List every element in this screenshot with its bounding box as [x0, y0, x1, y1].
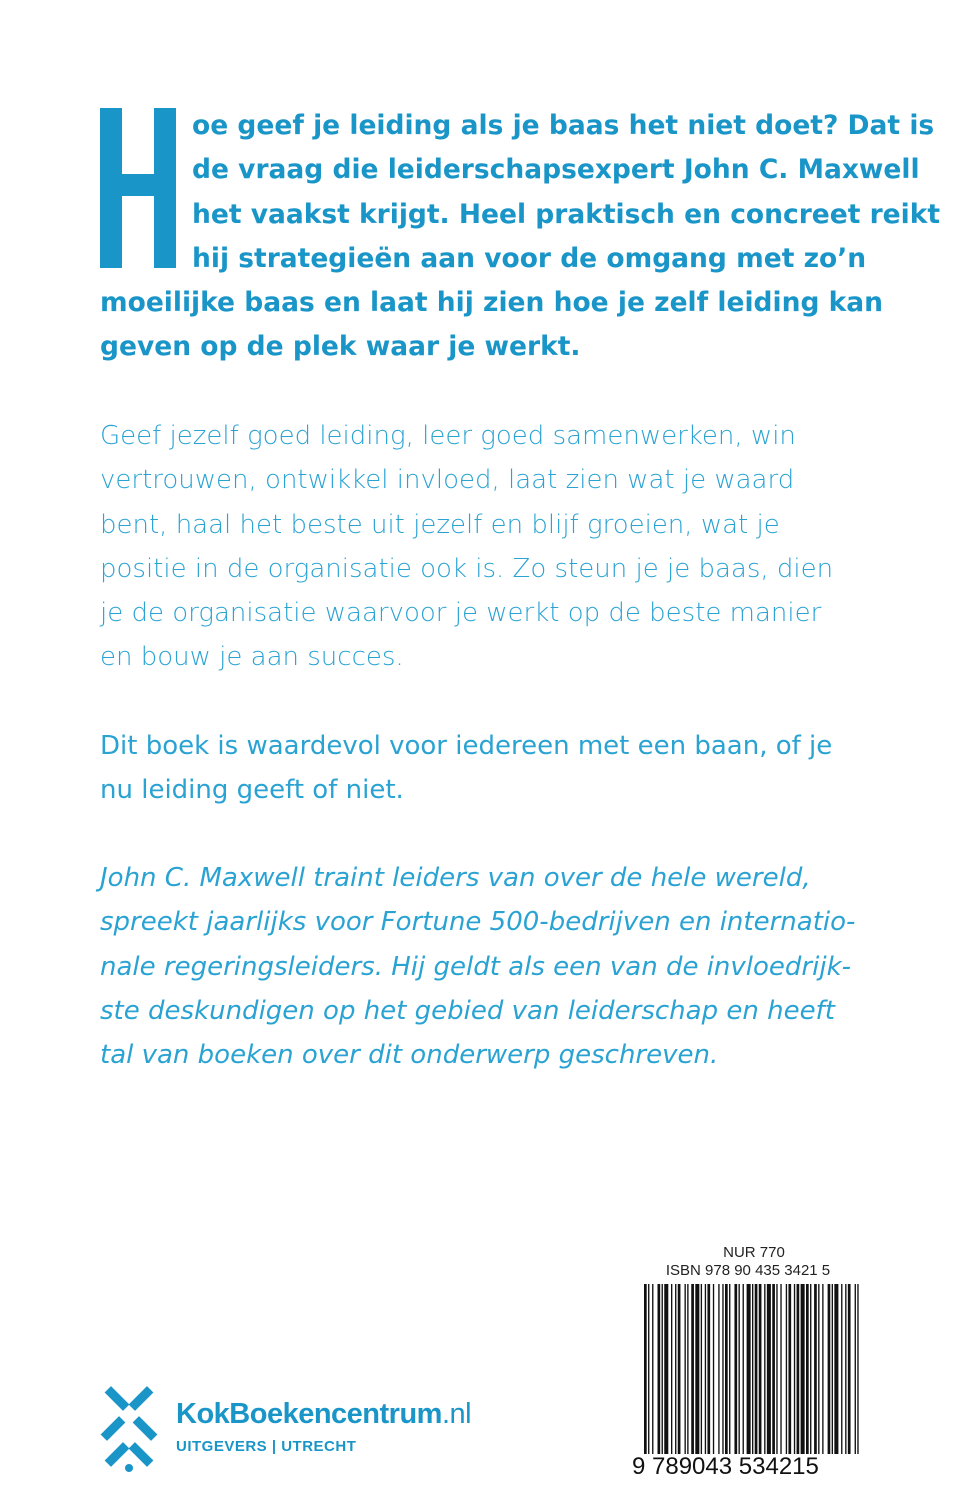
barcode-block: [632, 1244, 864, 1480]
bio-line: John C. Maxwell traint leiders van over de hele wereld,: [100, 863, 811, 893]
barcode-image: [632, 1284, 864, 1454]
intro-paragraph: [100, 104, 941, 370]
publisher-logo-icon: [98, 1386, 160, 1476]
body-line: positie in de organisatie ook is. Zo steun je je baas, dien: [100, 553, 834, 584]
publisher-name-tld: .nl: [441, 1398, 472, 1430]
bio-line: ste deskundigen op het gebied van leiderschap en heeft: [100, 995, 835, 1026]
body-line: Dit boek is waardevol voor iedereen met een baan, of je: [100, 731, 833, 761]
body-line: bent, haal het beste uit jezelf en blijf groeien, wat je: [100, 509, 780, 540]
intro-line: moeilijke baas en laat hij zien hoe je zelf leiding kan: [100, 287, 884, 319]
body-paragraph: [100, 414, 920, 680]
publisher-name-main: KokBoekencentrum: [176, 1398, 442, 1430]
body-paragraph: [100, 724, 920, 813]
bio-line: nale regeringsleiders. Hij geldt als een van de invloedrijk-: [100, 951, 852, 982]
intro-line: oe geef je leiding als je baas het niet doet? Dat is: [192, 110, 935, 141]
body-line: en bouw je aan succes.: [100, 642, 404, 673]
isbn-number: ISBN 978 90 435 3421 5: [665, 1262, 831, 1279]
intro-line: hij strategieën aan voor de omgang met zo’n: [192, 242, 867, 274]
body-line: Geef jezelf goed leiding, leer goed samenwerken, win: [100, 421, 796, 451]
body-line: nu leiding geeft of niet.: [100, 775, 404, 806]
bio-line: tal van boeken over dit onderwerp geschreven.: [100, 1040, 719, 1071]
publisher-name: [176, 1398, 471, 1431]
body-line: je de organisatie waarvoor je werkt op de beste manier: [100, 598, 822, 629]
bio-line: spreekt jaarlijks voor Fortune 500-bedrijven en internatio-: [100, 907, 856, 938]
nur-code: NUR 770: [723, 1244, 785, 1261]
intro-line: de vraag die leiderschapsexpert John C. Maxwell: [192, 154, 920, 186]
author-bio: [100, 856, 920, 1077]
publisher-logo: [98, 1386, 472, 1480]
intro-line: het vaakst krijgt. Heel praktisch en concreet reikt: [192, 198, 941, 230]
barcode-digits: 9 789043 534215: [632, 1453, 819, 1480]
intro-line: geven op de plek waar je werkt.: [100, 331, 581, 363]
publisher-subtitle: UITGEVERS | UTRECHT: [176, 1438, 357, 1455]
body-line: vertrouwen, ontwikkel invloed, laat zien wat je waard: [100, 465, 795, 496]
